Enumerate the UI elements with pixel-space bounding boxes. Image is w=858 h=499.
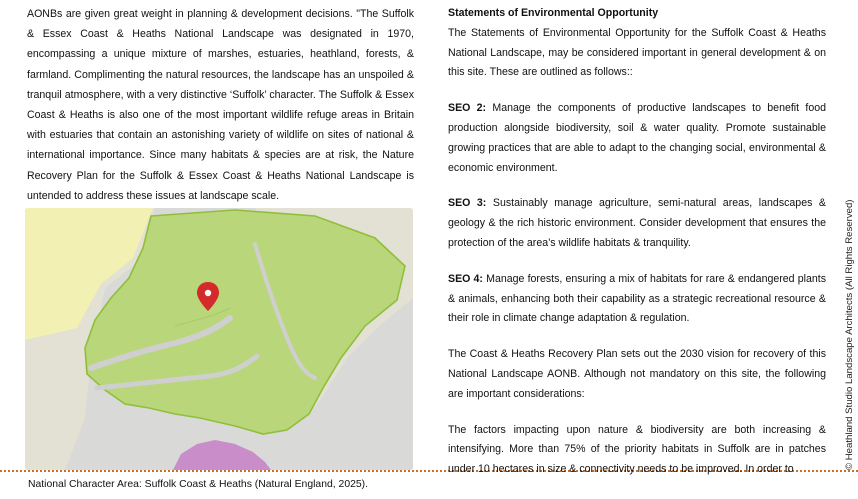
- copyright-note: © Heathland Studio Landscape Architects (All Rights Reserved): [844, 199, 855, 470]
- factors-paragraph: The factors impacting upon nature & biodiversity are both increasing & intensifying. More than 75% of the priority habitats in Suffolk are in patches under 10 hectares in size & connectivity needs to be improved. In order to: [448, 423, 826, 476]
- intro-paragraph: AONBs are given great weight in planning & development decisions. "The Suffolk & Essex Coast & Heaths National Landscape was designated in 1970, encompassing a unique mixture of marshes, estuaries, heathland, forests, & farmland. Complimenting the natural resources, the landscape has an unspoiled & tranquil atmosphere, with a very distinctive ‘Suffolk’ character. The Suffolk & Essex Coast & Heaths is also one of the most important wildlife refuge areas in Britain with estuaries that contain an astonishing variety of wildlife on sites of national & international importance. Since many habitats & species are at risk, the Nature Recovery Plan for the Suffolk & Essex Coast & Heaths National Landscape is untended to address these issues at landscape scale.: [27, 8, 414, 202]
- map-canvas: [25, 208, 413, 470]
- recovery-plan-paragraph: The Coast & Heaths Recovery Plan sets out the 2030 vision for recovery of this National Landscape AONB. Although not mandatory on this site, the following are important considerations:: [448, 348, 826, 400]
- seo-4-label: SEO 4:: [448, 272, 483, 285]
- seo-3-text: Sustainably manage agriculture, semi-natural areas, landscapes & geology & the rich historic environment. Consider development that ensures the protection of the area’s wildlife habitats & tranquility.: [448, 197, 826, 249]
- environmental-opportunity-section: [448, 4, 826, 480]
- seo-4-text: Manage forests, ensuring a mix of habitats for rare & endangered plants & animals, enhancing both their capability as a strategic recreational resource & their role in climate change adaptation & regulation.: [448, 272, 826, 325]
- section-heading: Statements of Environmental Opportunity: [448, 7, 659, 19]
- seo-4-paragraph: [448, 270, 826, 329]
- seo-2-label: SEO 2:: [448, 102, 487, 115]
- seo-3-label: SEO 3:: [448, 197, 487, 210]
- section-intro: The Statements of Environmental Opportunity for the Suffolk Coast & Heaths National Landscape, may be considered important in general development & on this site. These are outlined as follows::: [448, 26, 826, 79]
- seo-3-paragraph: [448, 194, 826, 253]
- map-caption: National Character Area: Suffolk Coast & Heaths (Natural England, 2025).: [28, 479, 368, 490]
- seo-2-paragraph: [448, 99, 826, 178]
- seo-2-text: Manage the components of productive landscapes to benefit food production alongside biodiversity, soil & water quality. Promote sustainable growing practices that are able to adapt to the changing social, environmental & economic environment.: [448, 102, 826, 174]
- character-area-map[interactable]: [25, 208, 413, 470]
